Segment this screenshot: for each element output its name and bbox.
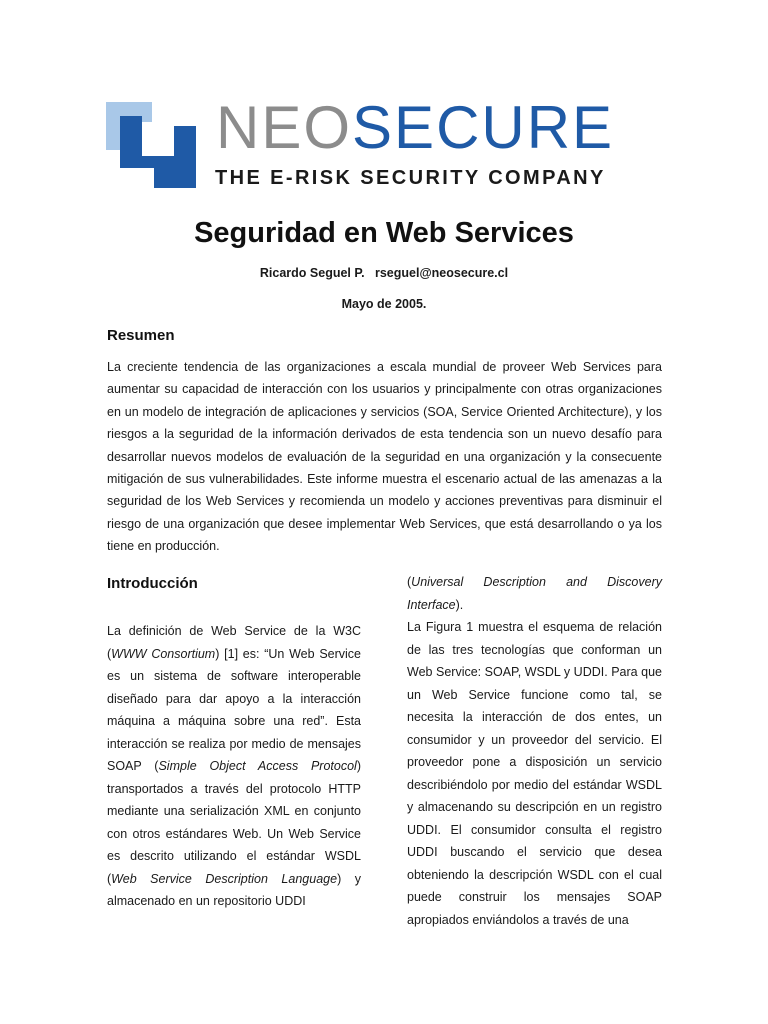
intro-heading: Introducción: [107, 575, 198, 592]
intro-right-text-2: ).: [455, 597, 464, 612]
intro-left-text-2: ) [1] es: “Un Web Service es un sistema de software interoperable diseñado para dar apoyo a la interacción máquina a máquina sobre una red”. Esta interacción se realiza por medio de mensajes SOAP (: [107, 646, 361, 773]
logo-mark-gap: [142, 144, 174, 156]
neosecure-logo: [106, 94, 656, 190]
intro-right-italic-1: Universal Description and Discovery Interface: [407, 575, 662, 612]
abstract-text: La creciente tendencia de las organizaciones a escala mundial de proveer Web Services para aumentar su capacidad de interacción con los usuarios y principalmente con otras organizaciones en un modelo de integración de aplicaciones y servicios (SOA, Service Oriented Architecture), y los riesgos a la seguridad de la información derivados de esta tendencia son un nuevo desafío para desarrollar nuevos modelos de evaluación de la seguridad en una organización y la consecuente mitigación de sus vulnerabilidades. Este informe muestra el escenario actual de las amenazas a la seguridad de los Web Services y recomienda un modelo y acciones preventivas para disminuir el riesgo de una organización que desee implementar Web Services, que está desarrollando o ya los tiene en producción.: [107, 360, 662, 554]
intro-left-italic-1: WWW Consortium: [111, 646, 216, 661]
intro-left-text-4: ) y almacenado en un repositorio UDDI: [107, 871, 362, 908]
document-date: Mayo de 2005.: [341, 297, 427, 311]
author-line: Ricardo Seguel P. rseguel@neosecure.cl: [259, 266, 509, 280]
abstract-heading: Resumen: [107, 327, 175, 344]
intro-right-text-1: (: [407, 575, 412, 589]
logo-word-neo: NEO: [216, 94, 353, 161]
neosecure-logo-mark: [106, 102, 198, 188]
intro-right-para-1: [407, 571, 662, 616]
logo-wordmark: [216, 92, 614, 164]
intro-left-text-1: La definición de Web Service de la W3C (: [107, 624, 361, 661]
intro-left-italic-2: Simple Object Access Protocol: [158, 759, 357, 773]
logo-word-secure: SECURE: [352, 94, 615, 161]
document-title: Seguridad en Web Services: [194, 217, 574, 249]
intro-left-text-3: ) transportados a través del protocolo HTTP mediante una serialización XML en conjunto con otros estándares Web. Un Web Service es descrito utilizando el estándar WSDL (: [107, 759, 362, 886]
intro-right-para-2: La Figura 1 muestra el esquema de relación de las tres tecnologías que conforman un Web Service: SOAP, WSDL y UDDI. Para que un Web Service funcione como tal, se necesita la interacción de dos entes, un consumidor y un proveedor del servicio. El proveedor pone a disposición un servicio describiéndolo por medio del estándar WSDL y almacenando su descripción en un registro UDDI. El consumidor consulta el registro UDDI buscando el servicio que desea obteniendo la descripción WSDL con el cual puede construir los mensajes SOAP apropiados enviándolos a través de una: [407, 620, 662, 927]
intro-left-column: [107, 620, 361, 913]
intro-left-italic-3: Web Service Description Language: [111, 871, 338, 886]
logo-tagline: THE E-RISK SECURITY COMPANY: [215, 167, 606, 189]
